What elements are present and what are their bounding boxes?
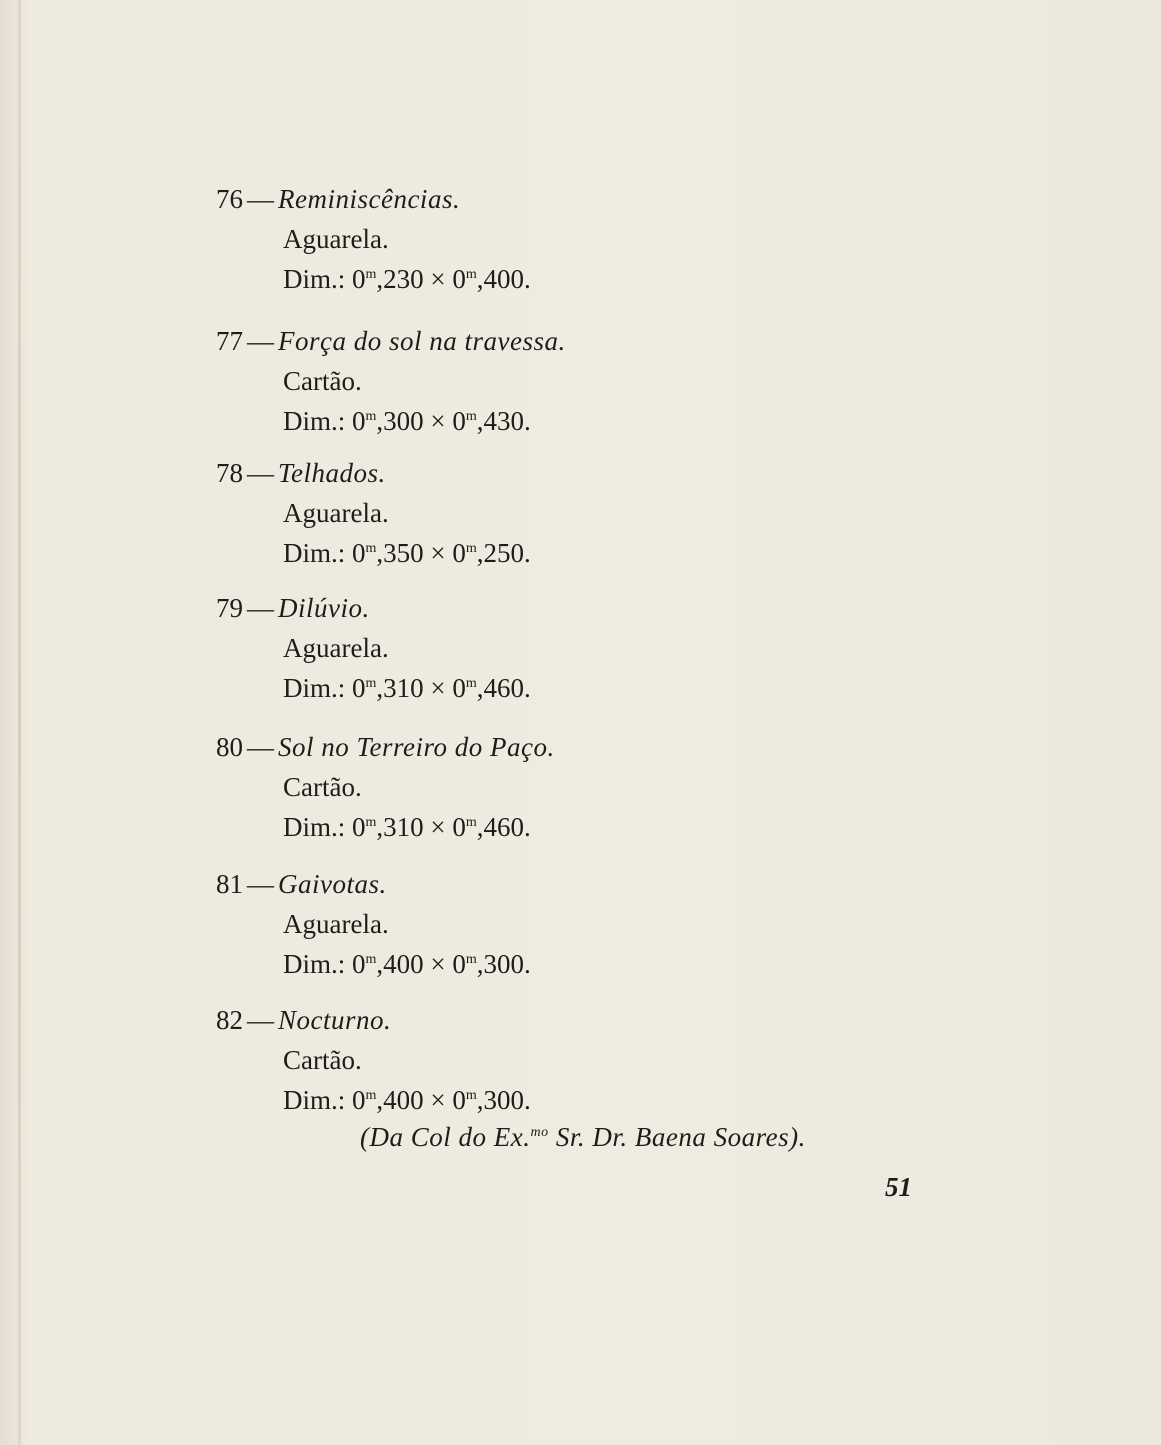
- entry-title: Sol no Terreiro do Paço.: [278, 732, 555, 762]
- binding-edge: [18, 0, 21, 1445]
- entry-medium: Aguarela.: [283, 224, 389, 254]
- em-dash: —: [247, 326, 274, 356]
- entry-title-line: [216, 453, 916, 493]
- entry-title: Dilúvio.: [278, 593, 370, 623]
- em-dash: —: [247, 1005, 274, 1035]
- page-number: 51: [885, 1172, 912, 1202]
- entry-title-line: [216, 727, 916, 767]
- catalog-entry-79: [216, 588, 916, 708]
- entry-title: Telhados.: [278, 458, 386, 488]
- entry-medium: Cartão.: [283, 366, 362, 396]
- entry-title: Reminiscências.: [278, 184, 461, 214]
- entry-dimensions: Dim.: 0$^m$,310 × 0$^m$,460.: [283, 673, 531, 703]
- entry-number: 77: [216, 326, 243, 356]
- catalog-entry-82: [216, 1000, 916, 1120]
- catalog-entry-80: [216, 727, 916, 847]
- entry-number: 76: [216, 184, 243, 214]
- catalog-entry-78: [216, 453, 916, 573]
- entry-medium: Aguarela.: [283, 909, 389, 939]
- entry-title-line: [216, 864, 916, 904]
- entry-title-line: [216, 321, 916, 361]
- em-dash: —: [247, 593, 274, 623]
- catalog-entry-77: [216, 321, 916, 441]
- entry-medium: Cartão.: [283, 1045, 362, 1075]
- em-dash: —: [247, 458, 274, 488]
- entry-title: Nocturno.: [278, 1005, 392, 1035]
- entry-dimensions: Dim.: 0$^m$,300 × 0$^m$,430.: [283, 406, 531, 436]
- entry-title-line: [216, 179, 916, 219]
- em-dash: —: [247, 732, 274, 762]
- entry-dimensions: Dim.: 0$^m$,400 × 0$^m$,300.: [283, 949, 531, 979]
- entry-title: Força do sol na travessa.: [278, 326, 566, 356]
- catalog-entry-81: [216, 864, 916, 984]
- collection-credit: (Da Col do Ex.$^{mo}$ Sr. Dr. Baena Soares).: [360, 1122, 806, 1152]
- entry-medium: Cartão.: [283, 772, 362, 802]
- entry-number: 80: [216, 732, 243, 762]
- entry-dimensions: Dim.: 0$^m$,350 × 0$^m$,250.: [283, 538, 531, 568]
- entry-title-line: [216, 1000, 916, 1040]
- em-dash: —: [247, 869, 274, 899]
- entry-title: Gaivotas.: [278, 869, 387, 899]
- entry-medium: Aguarela.: [283, 498, 389, 528]
- entry-dimensions: Dim.: 0$^m$,230 × 0$^m$,400.: [283, 264, 531, 294]
- em-dash: —: [247, 184, 274, 214]
- entry-dimensions: Dim.: 0$^m$,310 × 0$^m$,460.: [283, 812, 531, 842]
- entry-number: 78: [216, 458, 243, 488]
- entry-number: 81: [216, 869, 243, 899]
- entry-dimensions: Dim.: 0$^m$,400 × 0$^m$,300.: [283, 1085, 531, 1115]
- entry-number: 82: [216, 1005, 243, 1035]
- entry-number: 79: [216, 593, 243, 623]
- catalog-entry-76: [216, 179, 916, 299]
- entry-medium: Aguarela.: [283, 633, 389, 663]
- entry-title-line: [216, 588, 916, 628]
